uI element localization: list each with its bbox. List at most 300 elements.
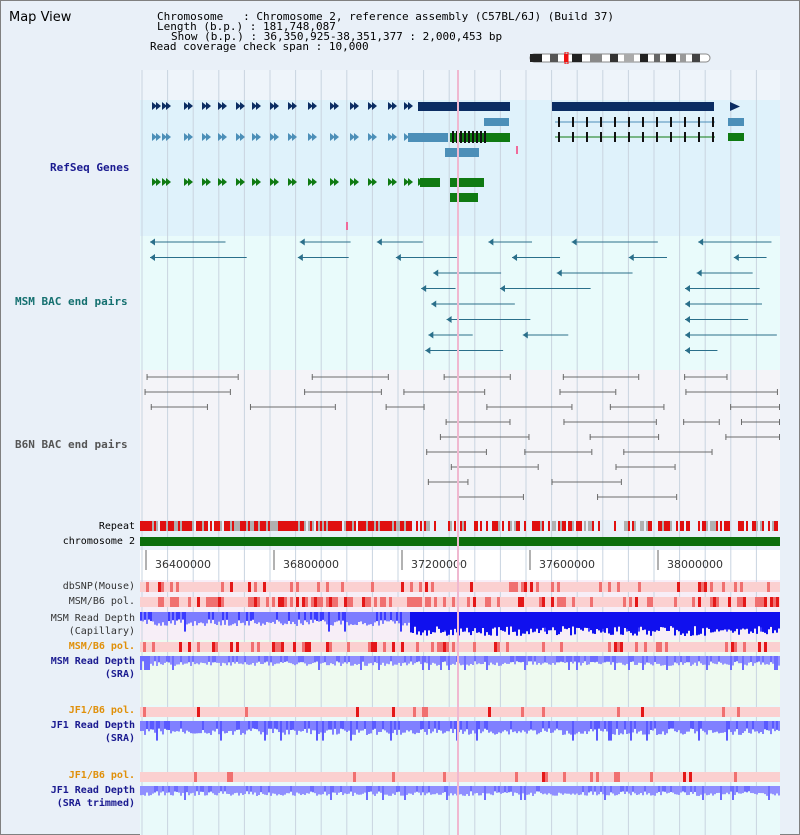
repeat-block [726, 521, 728, 531]
repeat-block [728, 521, 730, 531]
msm-pol-2-track-cell [644, 642, 647, 652]
repeat-block [218, 521, 220, 531]
dbsnp-track-cell [470, 582, 473, 592]
jf1-depth-trim-bar [302, 786, 304, 794]
msm-depth-cap-dense-bar [658, 612, 660, 631]
msm-depth-sra-bar [774, 656, 776, 670]
msm-depth-cap-bar [218, 612, 220, 622]
jf1-depth-trim-bar [550, 786, 552, 794]
gene-exon [472, 131, 474, 143]
repeat-block [518, 521, 520, 531]
info-show-value: 36,350,925-38,351,377 : 2,000,453 bp [263, 30, 503, 43]
msm-depth-sra-bar [462, 656, 464, 665]
msm-depth-sra-bar [264, 656, 266, 662]
jf1-depth-sra-bar [664, 721, 666, 735]
msm-depth-cap-bar [408, 612, 410, 623]
jf1-depth-sra-bar [174, 721, 176, 732]
msm-depth-cap-bar [312, 612, 314, 623]
msm-depth-sra-bar [348, 656, 350, 662]
msm-depth-cap-bar [356, 612, 358, 625]
jf1-depth-sra-bar [288, 721, 290, 734]
dbsnp-track-cell [509, 582, 512, 592]
msm-pol-2-track-cell [278, 642, 281, 652]
jf1-depth-sra-bar [198, 721, 200, 733]
msm-pol-1-track-cell [383, 597, 386, 607]
jf1-depth-trim-bar [750, 786, 752, 793]
msm-depth-sra-bar [638, 656, 640, 663]
jf1-pol-2-track-cell [542, 772, 545, 782]
repeat-block [632, 521, 634, 531]
jf1-depth-sra-bar [204, 721, 206, 733]
repeat-block [534, 521, 536, 531]
jf1-depth-sra-bar [440, 721, 442, 731]
jf1-depth-sra-bar [352, 721, 354, 735]
msm-depth-sra-bar [674, 656, 676, 662]
msm-depth-sra-bar [648, 656, 650, 663]
repeat-block [302, 521, 304, 531]
jf1-depth-sra-bar [558, 721, 560, 730]
jf1-depth-trim-bar [140, 786, 142, 795]
repeat-block [286, 521, 288, 531]
repeat-block [434, 521, 436, 531]
jf1-depth-trim-bar [542, 786, 544, 794]
msm-depth-sra-bar [672, 656, 674, 665]
track-label-msm-pol-2[interactable]: MSM/B6 pol. [68, 641, 135, 652]
msm-depth-sra-bar [204, 656, 206, 663]
jf1-depth-sra-bar [220, 721, 222, 741]
msm-depth-cap-dense-bar [636, 612, 638, 636]
b6n-bac-end [207, 404, 208, 410]
track-label-jf1-depth-sra-1[interactable]: JF1 Read Depth [50, 720, 135, 731]
msm-depth-cap-dense-bar [778, 612, 780, 628]
dbsnp-track-cell [536, 582, 539, 592]
jf1-depth-trim-bar [738, 786, 740, 793]
jf1-depth-trim-bar [298, 786, 300, 794]
msm-depth-sra-bar [420, 656, 422, 664]
msm-depth-cap-bar [354, 612, 356, 625]
msm-depth-sra-bar [696, 656, 698, 666]
jf1-depth-sra-bar [218, 721, 220, 734]
msm-depth-cap-dense-bar [610, 612, 612, 635]
msm-depth-cap-dense-bar [718, 612, 720, 631]
msm-depth-sra-bar [684, 656, 686, 663]
msm-depth-sra-bar [330, 656, 332, 663]
msm-depth-cap-bar [336, 612, 338, 621]
jf1-depth-sra-bar [674, 721, 676, 731]
msm-depth-cap-dense-bar [562, 612, 564, 626]
msm-depth-cap-dense-bar [618, 612, 620, 627]
msm-depth-sra-bar [586, 656, 588, 665]
msm-depth-cap-bar [272, 612, 274, 622]
repeat-block [588, 521, 590, 531]
msm-depth-sra-bar [590, 656, 592, 662]
repeat-block [396, 521, 398, 531]
msm-depth-sra-bar [194, 656, 196, 664]
msm-depth-sra-bar [512, 656, 514, 662]
jf1-depth-trim-bar [364, 786, 366, 793]
msm-depth-cap-bar [270, 612, 272, 623]
repeat-block [348, 521, 350, 531]
msm-depth-sra-bar [576, 656, 578, 670]
jf1-depth-trim-bar [368, 786, 370, 792]
msm-pol-1-track-cell [542, 597, 545, 607]
jf1-depth-sra-bar [632, 721, 634, 732]
bg-top [140, 70, 780, 100]
msm-depth-cap-bar [266, 612, 268, 622]
jf1-depth-sra-bar [528, 721, 530, 731]
jf1-depth-trim-bar [734, 786, 736, 795]
track-label-msm-depth-cap-1[interactable]: MSM Read Depth [50, 613, 135, 624]
jf1-depth-sra-bar [454, 721, 456, 729]
jf1-depth-trim-bar [340, 786, 342, 792]
track-label-chromosome[interactable]: chromosome 2 [62, 536, 135, 547]
jf1-depth-sra-bar [622, 721, 624, 734]
jf1-pol-2-track-cell [683, 772, 686, 782]
repeat-block [310, 521, 312, 531]
repeat-block [340, 521, 342, 531]
msm-depth-sra-bar [700, 656, 702, 663]
jf1-depth-trim-bar [588, 786, 590, 792]
jf1-depth-trim-bar [482, 786, 484, 793]
jf1-depth-sra-bar [584, 721, 586, 731]
msm-depth-cap-dense-bar [454, 612, 456, 629]
msm-depth-sra-bar [682, 656, 684, 665]
msm-depth-cap-bar [282, 612, 284, 625]
track-canvas[interactable] [140, 0, 780, 835]
repeat-block [300, 521, 302, 531]
gene-block [408, 133, 448, 142]
repeat-block [428, 521, 430, 531]
jf1-depth-sra-bar [616, 721, 618, 729]
repeat-block [642, 521, 644, 531]
jf1-depth-trim-bar [722, 786, 724, 794]
gene-exon [614, 132, 616, 142]
msm-pol-2-track-cell [431, 642, 434, 652]
msm-pol-1-track-cell [737, 597, 740, 607]
jf1-depth-sra-bar [242, 721, 244, 733]
jf1-depth-sra-bar [668, 721, 670, 729]
jf1-depth-trim-bar [144, 786, 146, 796]
repeat-block [210, 521, 212, 531]
msm-depth-sra-bar [262, 656, 264, 664]
msm-depth-cap-dense-bar [690, 612, 692, 636]
jf1-depth-sra-bar [420, 721, 422, 730]
jf1-depth-trim-bar [280, 786, 282, 795]
jf1-depth-sra-bar [154, 721, 156, 733]
jf1-depth-sra-bar [466, 721, 468, 729]
jf1-depth-trim-bar [510, 786, 512, 792]
repeat-block [664, 521, 666, 531]
track-label-jf1-pol-2[interactable]: JF1/B6 pol. [68, 770, 135, 781]
gene-exon [656, 117, 658, 127]
msm-depth-sra-bar [366, 656, 368, 666]
track-label-msm-bac[interactable]: MSM BAC end pairs [15, 295, 128, 308]
jf1-depth-sra-bar [572, 721, 574, 741]
msm-depth-sra-bar [190, 656, 192, 666]
jf1-depth-sra-bar [644, 721, 646, 735]
msm-depth-sra-bar [444, 656, 446, 662]
msm-depth-cap-bar [280, 612, 282, 623]
jf1-depth-trim-bar [584, 786, 586, 795]
repeat-block [776, 521, 778, 531]
jf1-depth-trim-bar [322, 786, 324, 794]
jf1-depth-trim-bar [728, 786, 730, 794]
jf1-depth-trim-bar [630, 786, 632, 795]
msm-depth-sra-bar [394, 656, 396, 665]
repeat-block [228, 521, 230, 531]
msm-depth-cap-dense-bar [764, 612, 766, 633]
msm-depth-cap-dense-bar [614, 612, 616, 627]
msm-depth-cap-bar [184, 612, 186, 632]
repeat-block [156, 521, 158, 531]
repeat-block [142, 521, 144, 531]
dbsnp-track-cell [734, 582, 737, 592]
jf1-depth-trim-bar [758, 786, 760, 793]
jf1-depth-trim-bar [562, 786, 564, 795]
repeat-block [576, 521, 578, 531]
msm-pol-1-track-cell [443, 597, 446, 607]
msm-depth-cap-dense-bar [532, 612, 534, 632]
jf1-depth-sra-bar [156, 721, 158, 741]
jf1-depth-sra-bar [336, 721, 338, 734]
msm-depth-sra-bar [148, 656, 150, 670]
jf1-depth-trim-bar [212, 786, 214, 793]
repeat-block [492, 521, 494, 531]
jf1-depth-trim-bar [772, 786, 774, 794]
jf1-depth-sra-bar [496, 721, 498, 734]
jf1-depth-trim-bar [220, 786, 222, 791]
msm-depth-cap-dense-bar [720, 612, 722, 630]
jf1-depth-sra-bar [314, 721, 316, 730]
repeat-block [178, 521, 180, 531]
jf1-depth-trim-bar [218, 786, 220, 793]
b6n-bac-end [741, 419, 742, 425]
repeat-block [280, 521, 282, 531]
jf1-pol-2-track-cell [353, 772, 356, 782]
jf1-depth-trim-bar [480, 786, 482, 795]
dbsnp-track-cell [740, 582, 743, 592]
msm-depth-sra-bar [202, 656, 204, 663]
msm-depth-sra-bar [216, 656, 218, 663]
jf1-depth-sra-bar [478, 721, 480, 729]
repeat-block [398, 521, 400, 531]
msm-depth-sra-bar [704, 656, 706, 665]
jf1-depth-trim-bar [700, 786, 702, 795]
gene-block [420, 178, 440, 187]
msm-depth-sra-bar [410, 656, 412, 662]
msm-depth-cap-bar [338, 612, 340, 620]
msm-pol-1-track-cell [374, 597, 377, 607]
track-label-msm-depth-sra-1[interactable]: MSM Read Depth [50, 656, 135, 667]
jf1-depth-trim-bar [664, 786, 666, 792]
msm-depth-sra-bar [314, 656, 316, 662]
msm-depth-sra-bar [708, 656, 710, 665]
jf1-depth-sra-bar [418, 721, 420, 733]
jf1-depth-sra-bar [566, 721, 568, 731]
msm-depth-cap-dense-bar [414, 612, 416, 627]
jf1-depth-sra-bar [636, 721, 638, 734]
jf1-depth-trim-bar [450, 786, 452, 793]
jf1-depth-trim-bar [496, 786, 498, 793]
repeat-block [510, 521, 512, 531]
jf1-depth-sra-bar [146, 721, 148, 729]
repeat-block [358, 521, 360, 531]
jf1-depth-trim-bar [714, 786, 716, 794]
msm-depth-cap-dense-bar [678, 612, 680, 631]
jf1-depth-trim-bar [268, 786, 270, 792]
msm-depth-sra-bar [356, 656, 358, 665]
jf1-depth-trim-bar [354, 786, 356, 793]
repeat-block [646, 521, 648, 531]
b6n-bac-end [712, 449, 713, 455]
jf1-depth-trim-bar [270, 786, 272, 796]
jf1-depth-sra-bar [600, 721, 602, 731]
jf1-depth-trim-bar [174, 786, 176, 792]
repeat-block [146, 521, 148, 531]
dbsnp-track-cell [530, 582, 533, 592]
jf1-depth-sra-bar [480, 721, 482, 733]
dbsnp-track-cell [551, 582, 554, 592]
gene-exon [558, 132, 560, 142]
msm-depth-cap-dense-bar [460, 612, 462, 629]
jf1-depth-sra-bar [764, 721, 766, 729]
msm-depth-cap-dense-bar [600, 612, 602, 633]
jf1-depth-sra-bar [280, 721, 282, 741]
b6n-bac-end [428, 479, 429, 485]
msm-depth-cap-bar [398, 612, 400, 623]
msm-depth-cap-dense-bar [444, 612, 446, 630]
jf1-depth-trim-bar [648, 786, 650, 793]
jf1-depth-trim-bar [586, 786, 588, 796]
jf1-pol-1-track-cell [356, 707, 359, 717]
msm-depth-sra-bar [554, 656, 556, 665]
jf1-depth-trim-bar [488, 786, 490, 793]
jf1-pol-2-track-cell [689, 772, 692, 782]
msm-depth-sra-bar [440, 656, 442, 670]
msm-depth-sra-bar [214, 656, 216, 662]
repeat-block [374, 521, 376, 531]
jf1-depth-trim-bar [472, 786, 474, 795]
msm-depth-sra-bar [368, 656, 370, 663]
msm-depth-sra-bar [516, 656, 518, 661]
jf1-depth-sra-bar [326, 721, 328, 731]
msm-depth-sra-bar [248, 656, 250, 665]
msm-depth-sra-bar [540, 656, 542, 665]
msm-depth-cap-dense-bar [652, 612, 654, 631]
msm-depth-cap-dense-bar [518, 612, 520, 630]
jf1-depth-trim-bar [622, 786, 624, 791]
gene-exon [452, 131, 454, 143]
msm-depth-cap-bar [154, 612, 156, 625]
jf1-depth-trim-bar [636, 786, 638, 795]
track-label-jf1-pol-1[interactable]: JF1/B6 pol. [68, 705, 135, 716]
msm-depth-sra-bar [350, 656, 352, 666]
msm-depth-cap-bar [224, 612, 226, 625]
msm-depth-cap-bar [376, 612, 378, 621]
jf1-depth-trim-bar [240, 786, 242, 793]
jf1-depth-sra-bar [490, 721, 492, 732]
msm-depth-sra-bar [662, 656, 664, 665]
jf1-depth-trim-bar [438, 786, 440, 795]
msm-depth-cap-bar [306, 612, 308, 622]
msm-pol-2-track-cell [725, 642, 728, 652]
jf1-depth-sra-bar [170, 721, 172, 733]
msm-depth-cap-dense-bar [584, 612, 586, 628]
msm-pol-1-track-cell [368, 597, 371, 607]
msm-pol-2-track-cell [446, 642, 449, 652]
jf1-depth-sra-bar [282, 721, 284, 733]
msm-depth-sra-bar [224, 656, 226, 663]
dbsnp-track-cell [326, 582, 329, 592]
msm-depth-cap-bar [240, 612, 242, 623]
msm-depth-sra-bar [144, 656, 146, 670]
track-label-repeat[interactable]: Repeat [98, 521, 135, 532]
msm-depth-sra-bar [238, 656, 240, 664]
repeat-block [716, 521, 718, 531]
jf1-depth-trim-bar [250, 786, 252, 792]
repeat-block [308, 521, 310, 531]
jf1-depth-sra-bar [460, 721, 462, 730]
jf1-depth-trim-bar [196, 786, 198, 791]
jf1-depth-sra-bar [404, 721, 406, 733]
track-label-msm-pol-1[interactable]: MSM/B6 pol. [68, 596, 135, 607]
jf1-depth-sra-bar [378, 721, 380, 732]
msm-depth-sra-bar [168, 656, 170, 662]
msm-depth-sra-bar [402, 656, 404, 663]
jf1-depth-sra-bar [626, 721, 628, 734]
msm-depth-sra-bar [642, 656, 644, 670]
dbsnp-track-cell [296, 582, 299, 592]
jf1-pol-1-track-cell [392, 707, 395, 717]
dbsnp-track-cell [599, 582, 602, 592]
jf1-depth-trim-bar [188, 786, 190, 795]
jf1-depth-trim-bar [464, 786, 466, 796]
jf1-depth-trim-bar [610, 786, 612, 792]
repeat-block [216, 521, 218, 531]
msm-depth-sra-bar [604, 656, 606, 662]
msm-pol-2-track-cell [197, 642, 200, 652]
jf1-depth-sra-bar [270, 721, 272, 729]
msm-pol-1-track-cell [539, 597, 542, 607]
msm-depth-sra-bar [362, 656, 364, 662]
jf1-depth-trim-bar [156, 786, 158, 791]
b6n-bac-end [683, 419, 684, 425]
repeat-block [740, 521, 742, 531]
jf1-depth-sra-bar [366, 721, 368, 735]
track-label-b6n-bac[interactable]: B6N BAC end pairs [15, 438, 128, 451]
jf1-depth-trim-bar [422, 786, 424, 792]
msm-depth-cap-dense-bar [486, 612, 488, 632]
msm-depth-sra-bar [288, 656, 290, 663]
msm-pol-2-track-cell [443, 642, 446, 652]
msm-pol-1-track-cell [407, 597, 410, 607]
jf1-depth-trim-bar [442, 786, 444, 793]
track-label-dbsnp[interactable]: dbSNP(Mouse) [62, 581, 135, 592]
msm-depth-cap-dense-bar [522, 612, 524, 634]
track-label-jf1-depth-trim-1[interactable]: JF1 Read Depth [50, 785, 135, 796]
jf1-depth-trim-bar [210, 786, 212, 792]
jf1-depth-sra-bar [562, 721, 564, 735]
jf1-depth-sra-bar [318, 721, 320, 734]
track-label-refseq[interactable]: RefSeq Genes [50, 161, 130, 174]
msm-depth-sra-bar [324, 656, 326, 662]
jf1-depth-trim-bar [318, 786, 320, 794]
chromosome-track[interactable] [140, 537, 780, 546]
msm-depth-sra-bar [610, 656, 612, 665]
msm-pol-1-track-cell [311, 597, 314, 607]
b6n-bac-end [725, 434, 726, 440]
track-label-jf1-depth-sra-2: (SRA) [104, 733, 135, 744]
